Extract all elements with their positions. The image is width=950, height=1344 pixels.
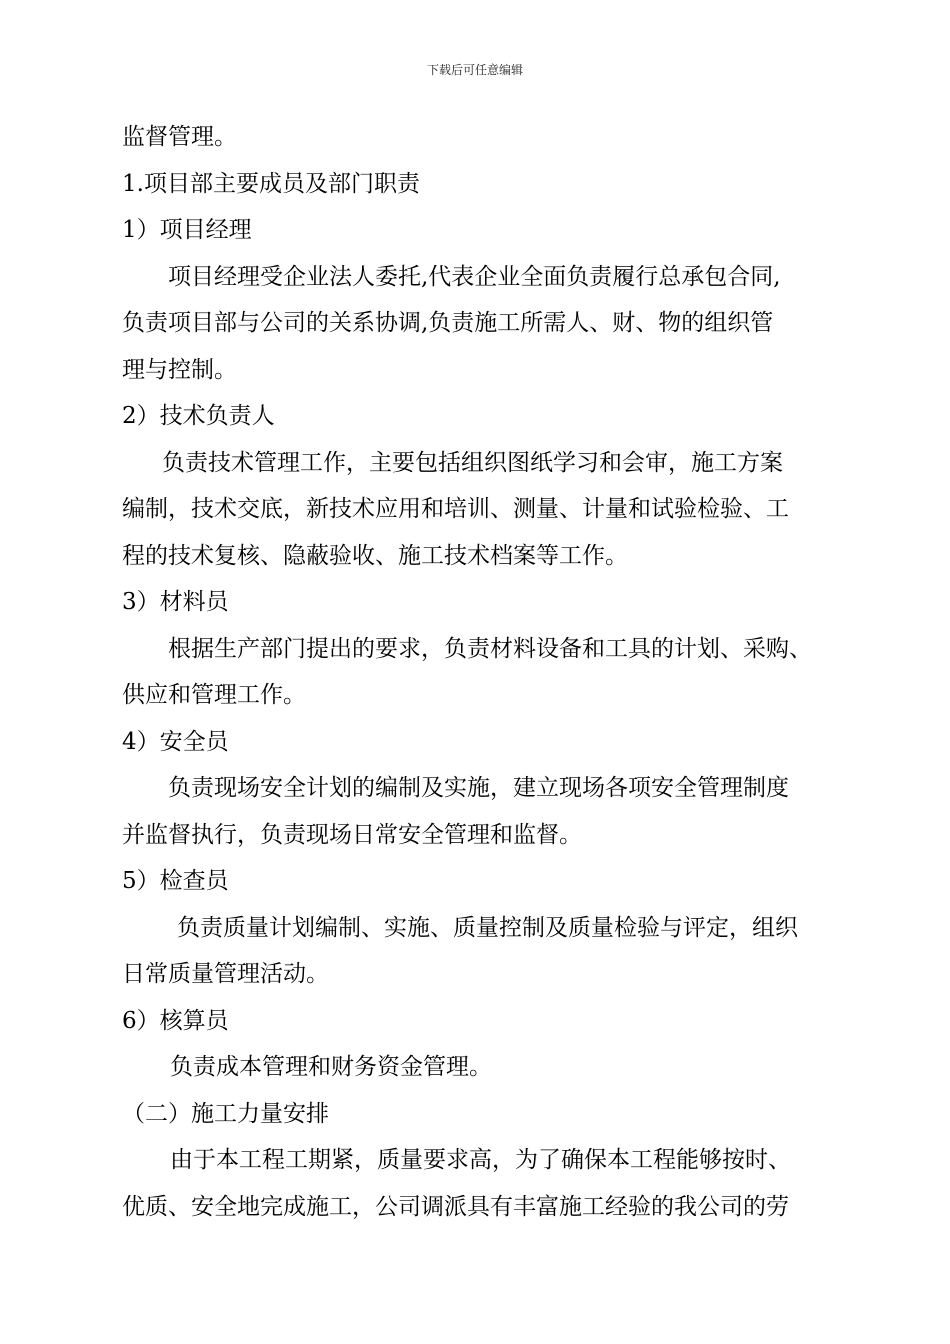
paragraph-line: 程的技术复核、隐蔽验收、施工技术档案等工作。 — [122, 543, 628, 569]
page-header: 下载后可任意编辑 — [426, 63, 523, 77]
section-heading: 1.项目部主要成员及部门职责 — [122, 171, 420, 197]
paragraph-line: 负责项目部与公司的关系协调,负责施工所需人、财、物的组织管 — [122, 310, 774, 336]
paragraph-line: 项目经理受企业法人委托,代表企业全面负责履行总承包合同, — [168, 264, 781, 290]
subsection-heading: 1）项目经理 — [122, 217, 252, 243]
paragraph-line: 负责现场安全计划的编制及实施，建立现场各项安全管理制度 — [168, 775, 789, 801]
paragraph-line: 负责成本管理和财务资金管理。 — [170, 1054, 492, 1080]
paragraph-line: 由于本工程工期紧，质量要求高，为了确保本工程能够按时、 — [170, 1147, 791, 1173]
paragraph-line: 并监督执行，负责现场日常安全管理和监督。 — [122, 822, 582, 848]
section-heading: （二）施工力量安排 — [122, 1101, 329, 1127]
subsection-heading: 5）检查员 — [122, 868, 229, 894]
subsection-heading: 4）安全员 — [122, 729, 229, 755]
paragraph-line: 负责质量计划编制、实施、质量控制及质量检验与评定，组织 — [177, 915, 798, 941]
paragraph-line: 编制，技术交底，新技术应用和培训、测量、计量和试验检验、工 — [122, 496, 789, 522]
paragraph-line: 供应和管理工作。 — [122, 682, 306, 708]
paragraph-line: 根据生产部门提出的要求，负责材料设备和工具的计划、采购、 — [168, 636, 812, 662]
subsection-heading: 3）材料员 — [122, 589, 229, 615]
text-line: 监督管理。 — [122, 124, 237, 150]
subsection-heading: 2）技术负责人 — [122, 403, 275, 429]
paragraph-line: 理与控制。 — [122, 357, 237, 383]
subsection-heading: 6）核算员 — [122, 1008, 229, 1034]
paragraph-line: 日常质量管理活动。 — [122, 961, 329, 987]
paragraph-line: 优质、安全地完成施工，公司调派具有丰富施工经验的我公司的劳 — [122, 1194, 789, 1220]
paragraph-line: 负责技术管理工作，主要包括组织图纸学习和会审，施工方案 — [162, 450, 783, 476]
